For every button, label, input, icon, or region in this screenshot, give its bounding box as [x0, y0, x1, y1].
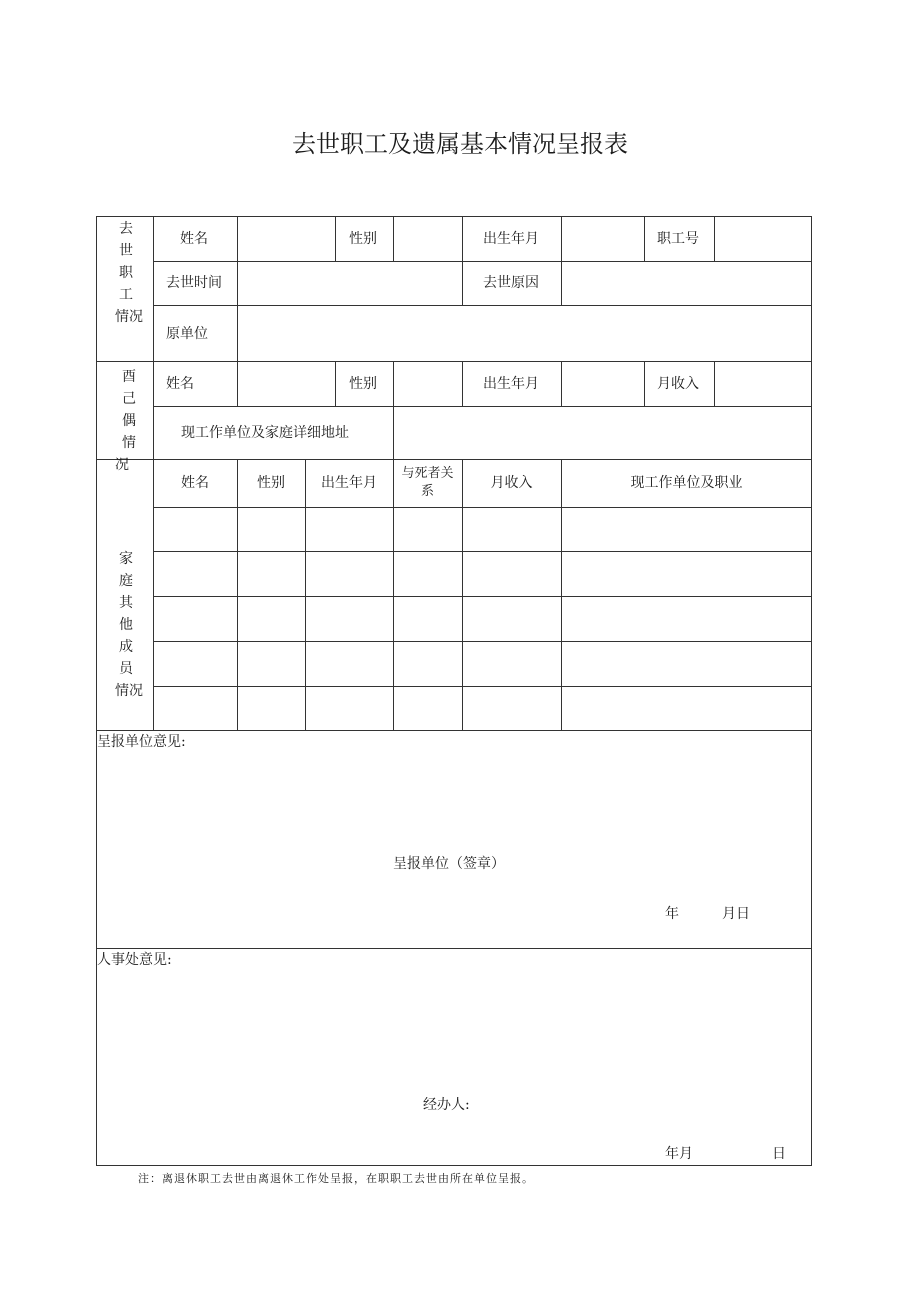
deceased-name-label: 姓名 [180, 231, 208, 247]
column-divider [237, 361, 238, 406]
column-divider [393, 361, 394, 459]
column-divider [462, 216, 463, 305]
column-divider [335, 216, 336, 261]
column-divider [237, 459, 238, 730]
section-divider [96, 361, 812, 362]
column-divider [305, 459, 306, 730]
row-divider [153, 406, 812, 407]
report-form-table [96, 216, 812, 1166]
row-divider [153, 686, 812, 687]
footnote: 注：离退休职工去世由离退休工作处呈报，在职职工去世由所在单位呈报。 [138, 1172, 534, 1185]
column-divider [561, 459, 562, 730]
family-header-work: 现工作单位及职业 [630, 475, 743, 491]
column-divider [714, 216, 715, 261]
family-header-income: 月收入 [490, 475, 533, 491]
spouse-name-label: 姓名 [166, 376, 194, 392]
column-divider [462, 361, 463, 406]
column-divider [393, 216, 394, 261]
column-divider [644, 216, 645, 261]
hr-day-label: 日 [772, 1146, 786, 1162]
deceased-staff-no-label: 职工号 [657, 231, 699, 247]
row-divider [153, 641, 812, 642]
hr-handler-label: 经办人: [423, 1097, 470, 1113]
row-divider [153, 507, 812, 508]
spouse-work-address-label: 现工作单位及家庭详细地址 [181, 425, 349, 441]
column-divider [561, 361, 562, 406]
family-section-label: 家 庭 其 他 成 员 情况 [115, 551, 143, 699]
section-divider [96, 948, 812, 949]
report-unit-monthday-label: 月日 [722, 906, 750, 922]
spouse-income-label: 月收入 [657, 376, 699, 392]
column-divider [714, 361, 715, 406]
family-header-birth: 出生年月 [321, 475, 377, 491]
column-divider [644, 361, 645, 406]
deceased-birth-label: 出生年月 [483, 231, 539, 247]
row-divider [153, 261, 812, 262]
spouse-gender-label: 性别 [349, 376, 377, 392]
row-divider [153, 551, 812, 552]
page-title: 去世职工及遗属基本情况呈报表 [292, 130, 628, 158]
deceased-gender-label: 性别 [349, 231, 377, 247]
report-unit-opinion-label: 呈报单位意见: [97, 734, 186, 750]
row-divider [153, 596, 812, 597]
deceased-section-label: 去 世 职 工 情况 [115, 221, 143, 325]
column-divider [561, 216, 562, 305]
spouse-birth-label: 出生年月 [483, 376, 539, 392]
death-time-label: 去世时间 [166, 275, 222, 291]
column-divider [462, 459, 463, 730]
column-divider [335, 361, 336, 406]
report-unit-year-label: 年 [665, 906, 679, 922]
family-header-gender: 性别 [257, 475, 285, 491]
report-unit-seal-label: 呈报单位（签章） [393, 856, 505, 872]
hr-opinion-label: 人事处意见: [97, 952, 172, 968]
section-divider [96, 459, 812, 460]
family-header-relation: 与死者关 系 [401, 466, 454, 499]
death-cause-label: 去世原因 [483, 275, 539, 291]
original-unit-label: 原单位 [166, 326, 208, 342]
spouse-section-label: 酉 己 偶 情 况 [115, 369, 142, 473]
family-header-name: 姓名 [181, 475, 209, 491]
hr-yearmonth-label: 年月 [665, 1146, 693, 1162]
section-divider [96, 730, 812, 731]
column-divider [237, 216, 238, 361]
row-divider [153, 305, 812, 306]
